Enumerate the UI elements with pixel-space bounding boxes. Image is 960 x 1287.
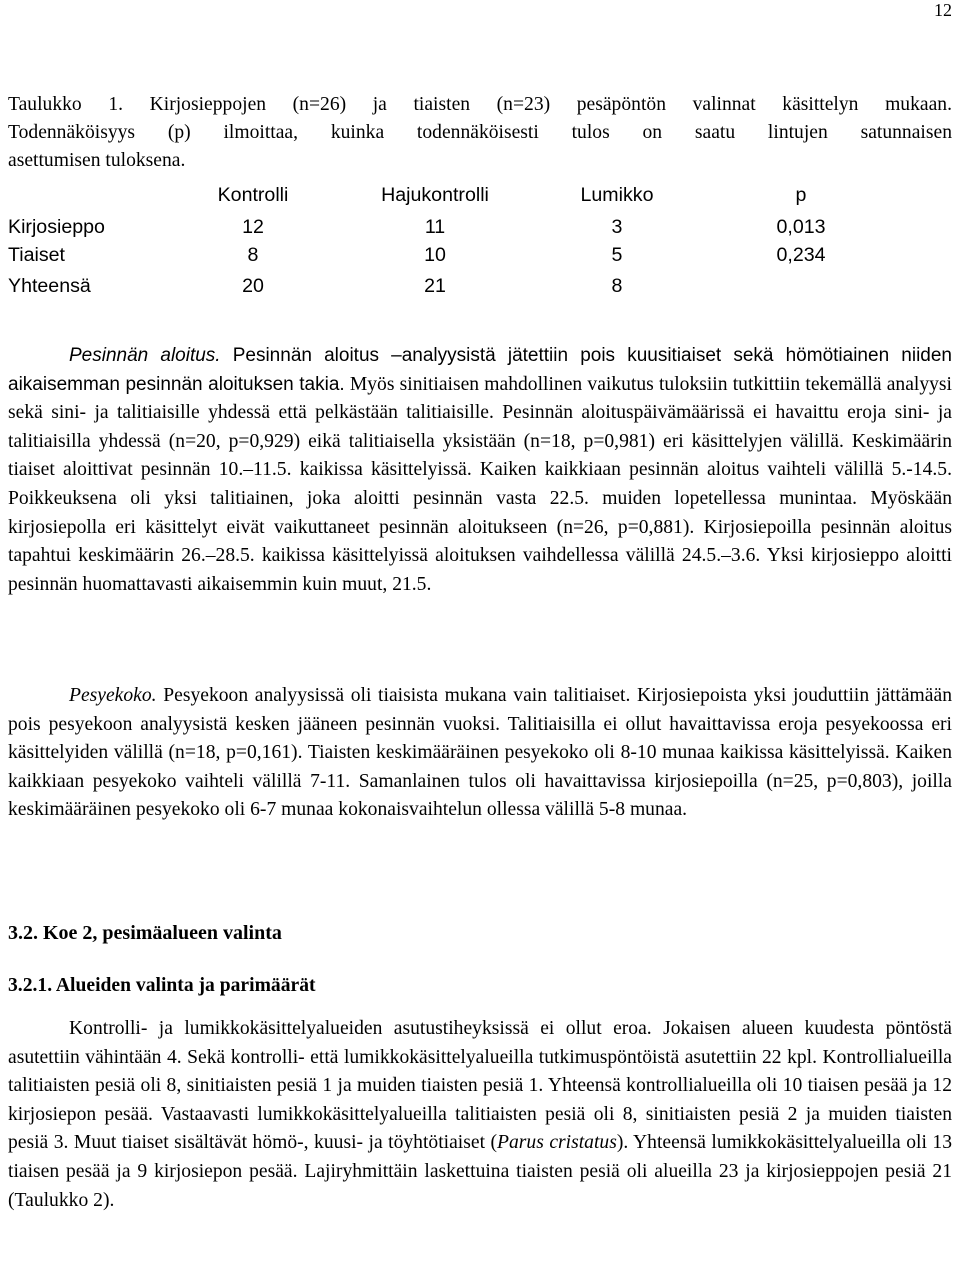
section-heading: 3.2. Koe 2, pesimäalueen valinta xyxy=(8,922,282,944)
caption-line: asettumisen tuloksena. xyxy=(8,150,186,171)
table-row xyxy=(0,244,960,272)
table-cell: 11 xyxy=(424,216,446,238)
section-title: Pesinnän aloitus. xyxy=(69,345,221,366)
table-row xyxy=(0,216,960,244)
table-cell: 20 xyxy=(242,275,264,297)
table-header-cell: Kontrolli xyxy=(217,184,289,206)
table-cell: Tiaiset xyxy=(8,244,65,266)
table-cell: 21 xyxy=(424,275,446,297)
table-cell: 8 xyxy=(247,244,259,266)
table-cell: 0,013 xyxy=(776,216,826,238)
caption-line: Taulukko 1. Kirjosieppojen (n=26) ja tiaisten (n=23) pesäpöntön valinnat käsittelyn mukaan. xyxy=(8,94,952,115)
section-title: Pesyekoko. xyxy=(69,685,157,706)
paragraph-body: Myös sinitiaisen mahdollinen vaikutus tuloksiin tutkittiin tekemällä analyysi sekä sini- ja talitiaisille yhdessä että pelkästään talitiaisille. Pesinnän aloituspäivämäärissä ei havaittu eroja sini- ja talitiaisilla yhdessä (n=20, p=0,929) eikä talitiaisella yksistään (n=18, p=0,981) eri käsittelyjen välillä. Keskimäärin tiaiset aloittivat pesinnän 10.–11.5. kaikissa käsittelyissä. Kaiken kaikkiaan pesinnän aloitus vaihteli välillä 5.-14.5. Poikkeuksena oli yksi talitiainen, joka aloitti pesinnän vasta 22.5. muiden lopetellessa munintaa. Myöskään kirjosiepolla eri käsittelyt eivät vaikuttaneet pesinnän aloitukseen (n=26, p=0,881). Kirjosiepoilla pesinnän aloitus tapahtui keskimäärin 26.–28.5. kaikissa käsittelyissä aloituksen vaihdellessa välillä 24.5.–3.6. Yksi kirjosieppo aloitti pesinnän huomattavasti aikaisemmin kuin muut, 21.5. xyxy=(8,373,952,595)
caption-line: Todennäköisyys (p) ilmoittaa, kuinka todennäköisesti tulos on saatu lintujen satunnaisen xyxy=(8,122,952,143)
table-header-cell: p xyxy=(795,184,807,206)
table-cell: 12 xyxy=(242,216,264,238)
table-header-row xyxy=(0,184,960,212)
table-cell: 8 xyxy=(611,275,623,297)
table-cell: Yhteensä xyxy=(8,275,91,297)
paragraph-body: Kontrolli- ja lumikkokäsittelyalueiden asutustiheyksissä ei ollut eroa. Jokaisen alueen kuudesta pöntöstä asutettiin vähintään 4. Sekä kontrolli- että lumikkokäsittelyalueilla tutkimuspöntöistä asutettiin 22 kpl. Kontrollialueilla talitiaisten pesiä oli 8, sinitiaisten pesiä 1 ja muiden tiaisten pesiä 1. Yhteensä kontrollialueilla oli 10 tiaisen pesää ja 12 kirjosiepon pesää. Vastaavasti lumikkokäsittelyalueilla talitiaisten pesiä oli 8, sinitiaisten pesiä 2 ja muiden tiaisten pesiä 3. Muut tiaiset sisältävät hömö-, kuusi- ja töyhtötiaiset ( xyxy=(8,1018,952,1154)
table-caption xyxy=(8,91,952,175)
table-cell: 10 xyxy=(424,244,446,266)
subsection-heading: 3.2.1. Alueiden valinta ja parimäärät xyxy=(8,975,316,996)
page-number: 12 xyxy=(934,0,952,20)
table-cell: 0,234 xyxy=(776,244,826,266)
paragraph-alueiden-valinta xyxy=(8,1015,952,1215)
species-name: Parus cristatus xyxy=(497,1132,617,1154)
table-cell: 3 xyxy=(611,216,623,238)
table-header-cell: Hajukontrolli xyxy=(381,184,489,206)
table-cell: 5 xyxy=(611,244,623,266)
paragraph-pesinnan-aloitus xyxy=(8,342,952,599)
table-header-cell: Lumikko xyxy=(580,184,654,206)
table-cell: Kirjosieppo xyxy=(8,216,105,238)
paragraph-body: Pesyekoon analyysissä oli tiaisista mukana vain talitiaiset. Kirjosiepoista yksi jouduttiin jättämään pois pesyekoon analyysistä kesken jääneen pesinnän vuoksi. Talitiaisilla ei ollut havaittavissa eroja pesyekoossa eri käsittelyiden välillä (n=18, p=0,161). Tiaisten keskimääräinen pesyekoko oli 8-10 munaa kaikissa käsittelyissä. Kaiken kaikkiaan pesyekoko vaihteli välillä 7-11. Samanlainen tulos oli havaittavissa kirjosiepoilla (n=25, p=0,803), joilla keskimääräinen pesyekoko oli 6-7 munaa kokonaisvaihtelun ollessa välillä 5-8 munaa. xyxy=(8,685,952,821)
paragraph-body: ). Yhteensä lumikkokäsittelyalueilla oli 13 tiaisen pesää ja 9 kirjosiepon pesää. Lajiryhmittäin laskettuina tiaisten pesiä oli alueilla 23 ja kirjosieppojen pesiä 21 (Taulukko 2). xyxy=(8,1132,952,1211)
paragraph-lead: Pesinnän aloitus –analyysistä jätettiin pois kuusitiaiset sekä hömötiainen niiden aikaisemman pesinnän aloituksen takia. xyxy=(8,345,952,395)
paragraph-pesyekoko xyxy=(8,682,952,825)
table-row xyxy=(0,275,960,303)
